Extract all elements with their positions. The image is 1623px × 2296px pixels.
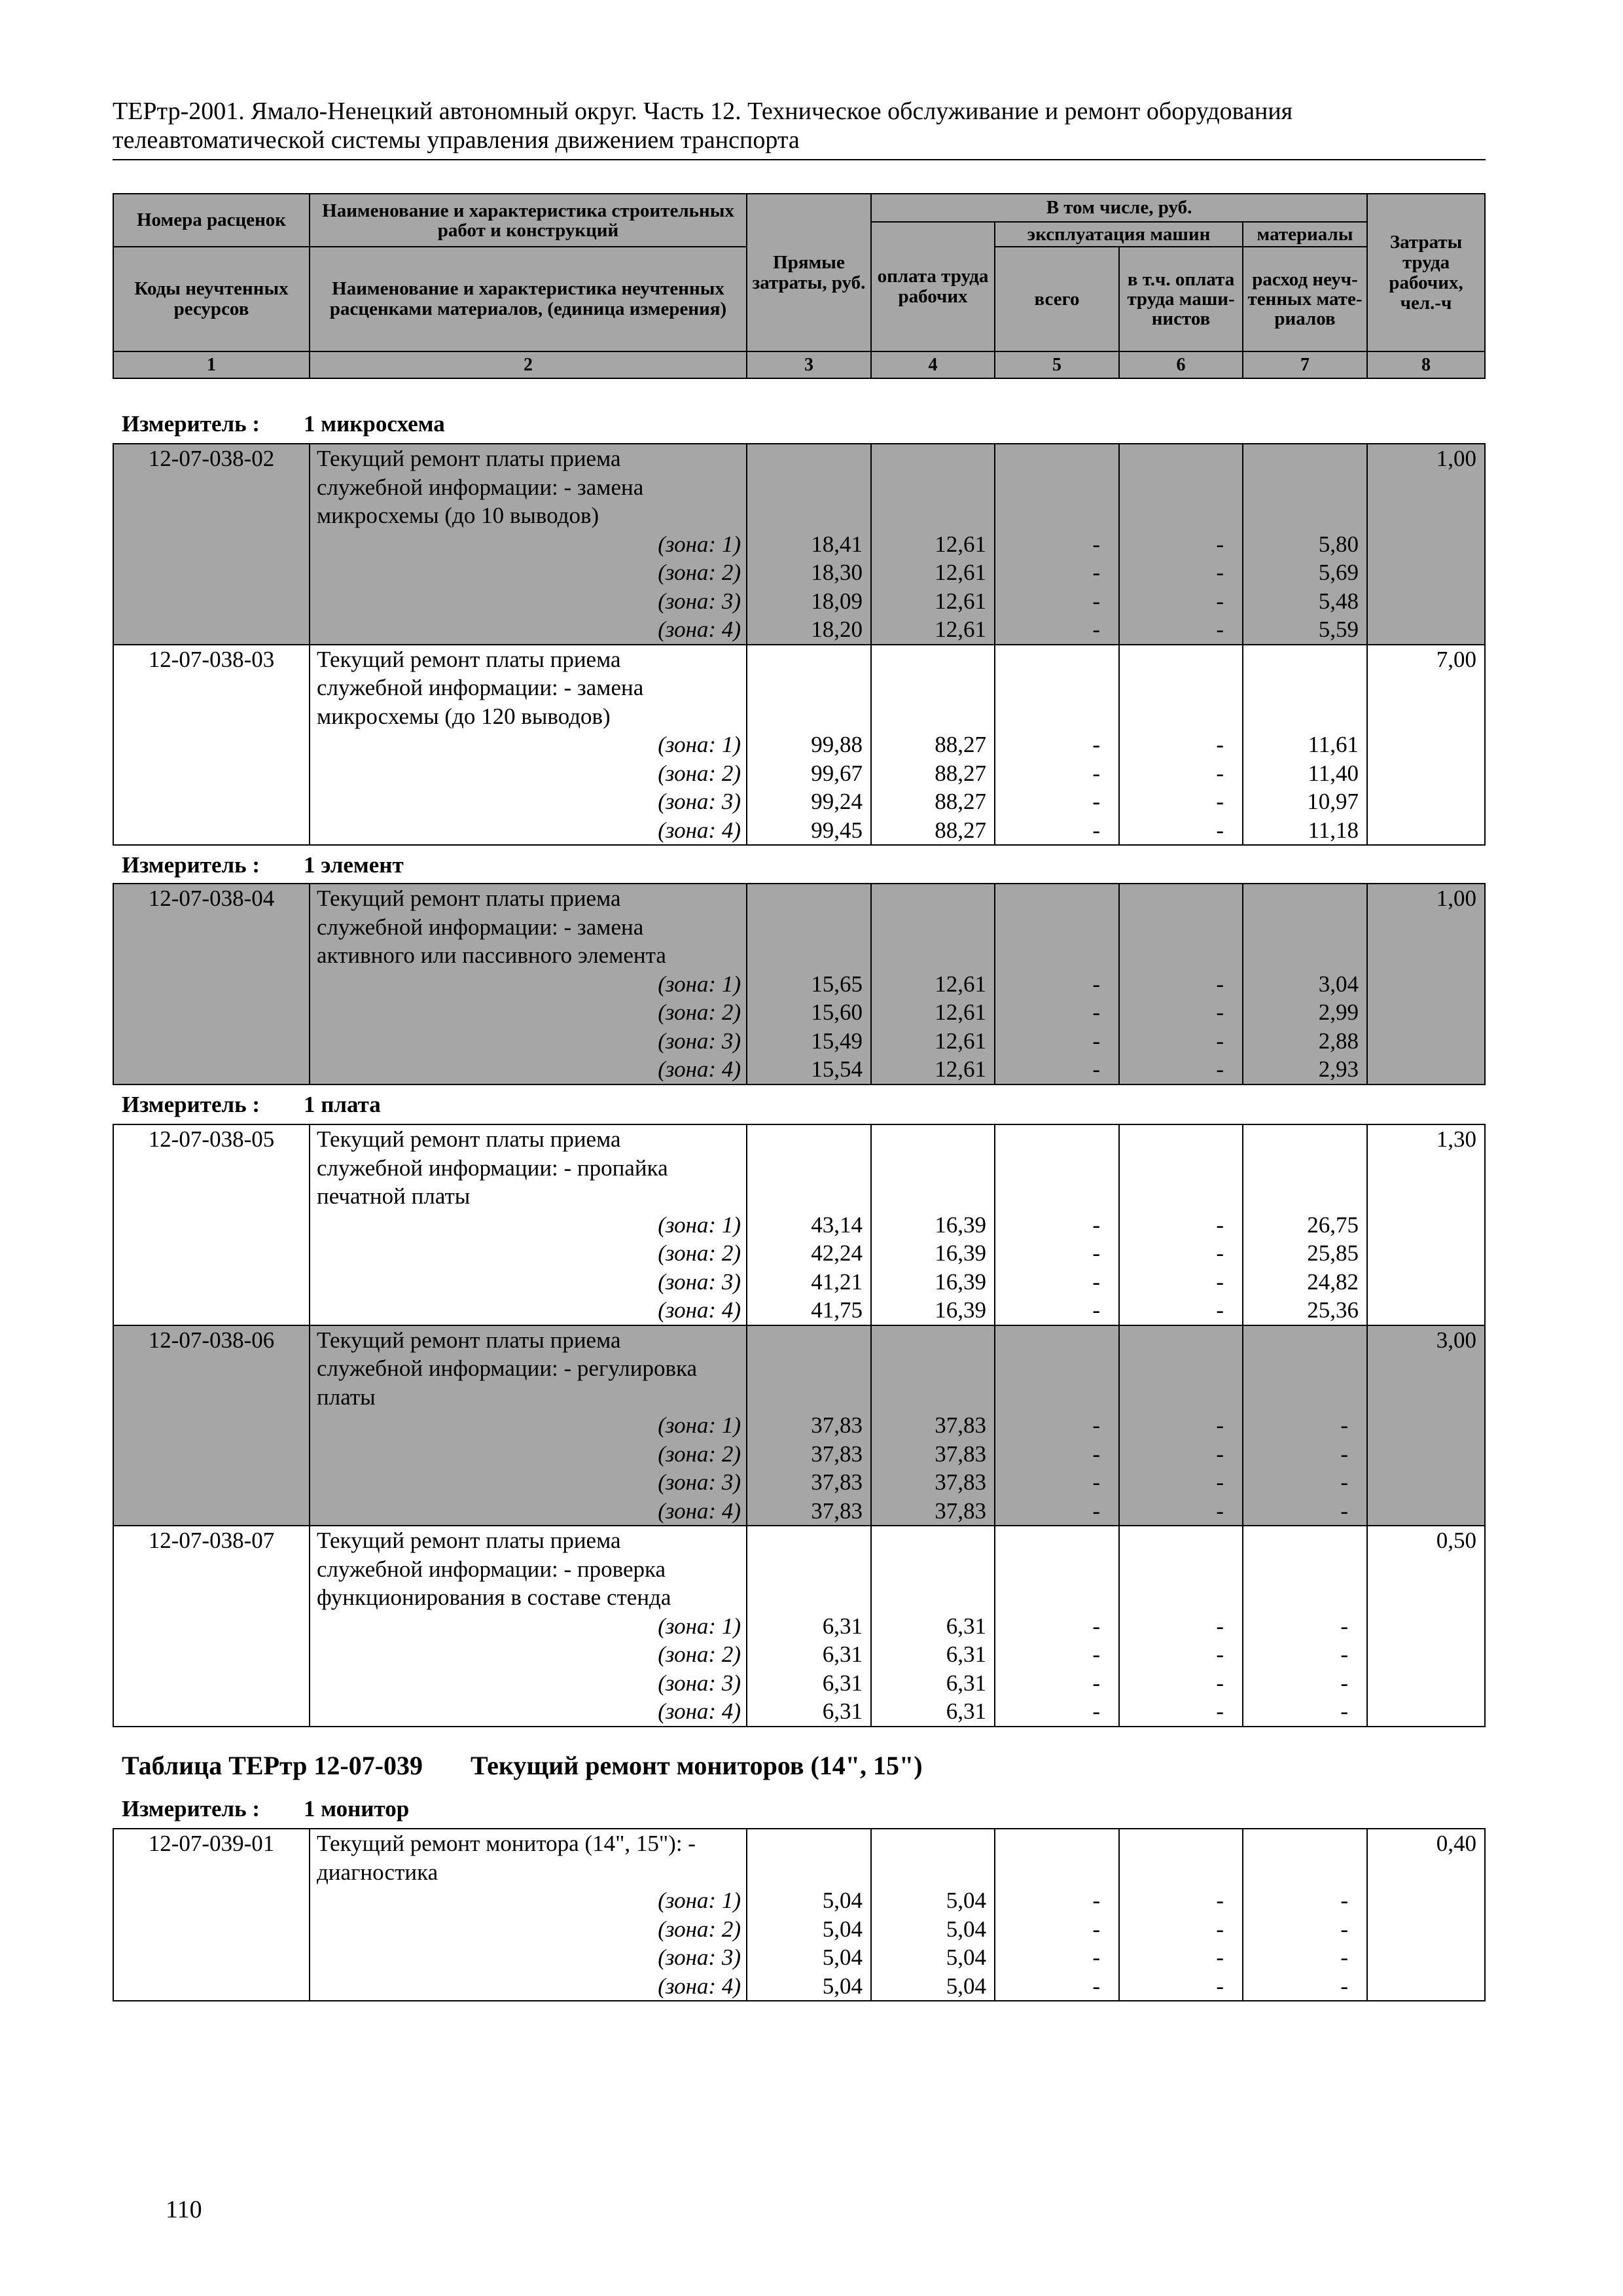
materials-cost-value: 5,69: [1318, 560, 1359, 585]
materials-cost-value: -: [1340, 1670, 1348, 1696]
zone-label: (зона: 1): [658, 971, 741, 997]
materials-cost-value: -: [1340, 1698, 1348, 1724]
rates-table: [113, 883, 1486, 1085]
labor-cost: 1,30: [1367, 1124, 1485, 1325]
worker-pay-value: 12,61: [935, 560, 986, 585]
machine-total-value: -: [1092, 531, 1100, 557]
materials-cost-value: 2,93: [1318, 1056, 1359, 1082]
materials-cost-cell: [1243, 884, 1367, 1085]
direct-cost-value: 99,24: [811, 789, 863, 814]
machinist-pay-value: -: [1216, 1441, 1224, 1467]
direct-cost-value: 37,83: [811, 1469, 863, 1495]
machine-total-value: -: [1092, 1297, 1100, 1323]
rate-code: 12-07-038-04: [113, 884, 310, 1085]
machinist-pay-value: -: [1216, 531, 1224, 557]
worker-pay-value: 12,61: [935, 617, 986, 642]
description-line: служебной информации: - замена: [317, 675, 644, 700]
table-code: Таблица ТЕРтр 12-07-039: [122, 1751, 423, 1780]
rate-row: [113, 1325, 1485, 1526]
machine-total-value: -: [1092, 1412, 1100, 1438]
materials-cost-value: -: [1340, 1441, 1348, 1467]
description-line: Текущий ремонт платы приема: [317, 1126, 621, 1152]
materials-cost-value: 2,99: [1318, 999, 1359, 1025]
col-worker-pay: оплата труда рабочих: [871, 222, 995, 351]
description-line: Текущий ремонт платы приема: [317, 886, 621, 911]
machine-total-value: -: [1092, 1613, 1100, 1639]
machinist-pay-value: -: [1216, 1268, 1224, 1295]
machine-total-value: -: [1092, 732, 1100, 757]
direct-cost-value: 18,30: [811, 560, 863, 585]
page-number: 110: [166, 2196, 202, 2223]
worker-pay-value: 5,04: [946, 1945, 986, 1970]
machinist-pay-value: -: [1216, 1240, 1224, 1266]
machine-total-value: -: [1092, 1698, 1100, 1724]
machine-total-value: -: [1092, 1469, 1100, 1495]
col-number: 7: [1243, 351, 1367, 378]
rate-description: [310, 1124, 747, 1325]
machine-total-cell: [995, 645, 1119, 846]
materials-cost-value: -: [1340, 1973, 1348, 1999]
col-number: 8: [1367, 351, 1485, 378]
materials-cost-value: -: [1340, 1412, 1348, 1438]
materials-cost-value: -: [1340, 1469, 1348, 1495]
rate-row: [113, 444, 1485, 645]
zone-label: (зона: 4): [658, 1698, 741, 1724]
materials-cost-cell: [1243, 1124, 1367, 1325]
machine-total-cell: [995, 444, 1119, 645]
direct-cost-value: 6,31: [822, 1613, 863, 1639]
materials-cost-value: -: [1340, 1916, 1348, 1942]
materials-cost-value: 26,75: [1307, 1211, 1359, 1238]
materials-cost-value: -: [1340, 1888, 1348, 1913]
machine-total-value: -: [1092, 1028, 1100, 1054]
machinist-pay-value: -: [1216, 1613, 1224, 1639]
machinist-pay-value: -: [1216, 732, 1224, 757]
direct-cost-cell: [747, 1124, 871, 1325]
direct-cost-value: 99,88: [811, 732, 863, 757]
rate-description: [310, 1325, 747, 1526]
worker-pay-value: 12,61: [935, 971, 986, 997]
materials-cost-value: 11,61: [1308, 732, 1359, 757]
machine-total-value: -: [1092, 817, 1100, 843]
measure-unit: [122, 1092, 381, 1118]
rates-table: [113, 443, 1486, 846]
worker-pay-value: 16,39: [935, 1297, 986, 1323]
worker-pay-value: 5,04: [946, 1916, 986, 1942]
description-line: функционирования в составе стенда: [317, 1585, 671, 1610]
col-work-name: Наименование и характеристика строительных работ и конструкций: [310, 194, 747, 247]
machinist-pay-value: -: [1216, 817, 1224, 843]
worker-pay-value: 12,61: [935, 531, 986, 557]
description-line: платы: [317, 1384, 376, 1410]
machine-total-value: -: [1092, 789, 1100, 814]
col-labor-costs: Затраты труда рабочих, чел.-ч: [1367, 194, 1485, 351]
description-line: служебной информации: - регулировка: [317, 1355, 698, 1381]
machinist-pay-value: -: [1216, 1211, 1224, 1238]
worker-pay-value: 6,31: [946, 1698, 986, 1724]
materials-cost-value: 5,48: [1318, 588, 1359, 614]
col-number: 6: [1119, 351, 1243, 378]
zone-label: (зона: 2): [658, 1240, 741, 1266]
rate-row: [113, 645, 1485, 846]
machinist-pay-value: -: [1216, 999, 1224, 1025]
labor-cost: 1,00: [1367, 884, 1485, 1085]
machinist-pay-value: -: [1216, 1412, 1224, 1438]
machine-total-value: -: [1092, 1441, 1100, 1467]
rates-table: [113, 1828, 1486, 2001]
machine-total-cell: [995, 1325, 1119, 1526]
worker-pay-cell: [871, 645, 995, 846]
direct-cost-cell: [747, 1829, 871, 2001]
machinist-pay-value: -: [1216, 760, 1224, 786]
materials-cost-cell: [1243, 1829, 1367, 2001]
zone-label: (зона: 4): [658, 1498, 741, 1524]
zone-label: (зона: 1): [658, 1211, 741, 1238]
rate-description: [310, 1829, 747, 2001]
machine-total-cell: [995, 1124, 1119, 1325]
rate-description: [310, 444, 747, 645]
zone-label: (зона: 2): [658, 760, 741, 786]
machine-total-value: -: [1092, 971, 1100, 997]
worker-pay-value: 88,27: [935, 817, 986, 843]
machinist-pay-value: -: [1216, 1469, 1224, 1495]
direct-cost-value: 99,45: [811, 817, 863, 843]
worker-pay-cell: [871, 1829, 995, 2001]
rate-code: 12-07-039-01: [113, 1829, 310, 2001]
direct-cost-cell: [747, 1526, 871, 1727]
description-line: Текущий ремонт платы приема: [317, 646, 621, 672]
rate-code: 12-07-038-07: [113, 1526, 310, 1727]
col-rate-numbers: Номера расценок: [113, 194, 310, 247]
machinist-pay-value: -: [1216, 1670, 1224, 1696]
worker-pay-value: 37,83: [935, 1412, 986, 1438]
description-line: Текущий ремонт платы приема: [317, 1327, 621, 1353]
zone-label: (зона: 3): [658, 1469, 741, 1495]
machinist-pay-cell: [1119, 444, 1243, 645]
machine-total-value: -: [1092, 1056, 1100, 1082]
materials-cost-value: 2,88: [1318, 1028, 1359, 1054]
direct-cost-cell: [747, 645, 871, 846]
zone-label: (зона: 4): [658, 1973, 741, 1999]
machinist-pay-value: -: [1216, 617, 1224, 642]
direct-cost-value: 5,04: [822, 1916, 863, 1942]
table-title: [122, 1750, 923, 1781]
measure-label: Измеритель :: [122, 1092, 260, 1117]
zone-label: (зона: 4): [658, 1297, 741, 1323]
description-line: диагностика: [317, 1859, 438, 1885]
zone-label: (зона: 4): [658, 617, 741, 642]
description-line: служебной информации: - замена: [317, 474, 644, 500]
col-resource-codes: Коды неучтенных ресурсов: [113, 247, 310, 351]
machine-total-value: -: [1092, 1211, 1100, 1238]
machinist-pay-cell: [1119, 1829, 1243, 2001]
machine-total-value: -: [1092, 1240, 1100, 1266]
materials-cost-value: 24,82: [1307, 1268, 1359, 1295]
machine-total-value: -: [1092, 1268, 1100, 1295]
direct-cost-value: 99,67: [811, 760, 863, 786]
description-line: служебной информации: - пропайка: [317, 1155, 668, 1181]
col-materials: материалы: [1243, 222, 1367, 247]
worker-pay-cell: [871, 1124, 995, 1325]
description-line: микросхемы (до 10 выводов): [317, 503, 599, 528]
zone-label: (зона: 1): [658, 1888, 741, 1913]
direct-cost-cell: [747, 1325, 871, 1526]
zone-label: (зона: 4): [658, 1056, 741, 1082]
measure-value: 1 элемент: [304, 852, 404, 878]
worker-pay-value: 12,61: [935, 588, 986, 614]
zone-label: (зона: 3): [658, 1945, 741, 1970]
direct-cost-value: 15,60: [811, 999, 863, 1025]
machinist-pay-cell: [1119, 1526, 1243, 1727]
col-number: 4: [871, 351, 995, 378]
rate-code: 12-07-038-02: [113, 444, 310, 645]
machine-total-value: -: [1092, 1888, 1100, 1913]
zone-label: (зона: 1): [658, 732, 741, 757]
materials-cost-value: -: [1340, 1498, 1348, 1524]
zone-label: (зона: 2): [658, 999, 741, 1025]
machine-total-value: -: [1092, 1498, 1100, 1524]
measure-value: 1 плата: [304, 1092, 381, 1117]
machinist-pay-value: -: [1216, 1698, 1224, 1724]
direct-cost-cell: [747, 884, 871, 1085]
direct-cost-value: 42,24: [811, 1240, 863, 1266]
rate-description: [310, 645, 747, 846]
machine-total-value: -: [1092, 588, 1100, 614]
machinist-pay-value: -: [1216, 560, 1224, 585]
zone-label: (зона: 2): [658, 1641, 741, 1667]
header-line-2: телеавтоматической системы управления движением транспорта: [113, 126, 800, 154]
direct-cost-value: 43,14: [811, 1211, 863, 1238]
machinist-pay-value: -: [1216, 1028, 1224, 1054]
materials-cost-value: 10,97: [1307, 789, 1359, 814]
machinist-pay-cell: [1119, 884, 1243, 1085]
materials-cost-cell: [1243, 1526, 1367, 1727]
description-line: служебной информации: - проверка: [317, 1556, 666, 1582]
materials-cost-cell: [1243, 444, 1367, 645]
machinist-pay-value: -: [1216, 1056, 1224, 1082]
direct-cost-value: 15,54: [811, 1056, 863, 1082]
measure-unit: [122, 1796, 409, 1822]
col-number: 3: [747, 351, 871, 378]
page-header: [113, 97, 1474, 154]
zone-label: (зона: 1): [658, 1412, 741, 1438]
measure-unit: [122, 852, 404, 878]
machine-total-value: -: [1092, 1641, 1100, 1667]
col-machine-operation: эксплуатация машин: [995, 222, 1243, 247]
zone-label: (зона: 3): [658, 588, 741, 614]
measure-label: Измеритель :: [122, 852, 260, 878]
header-rule: [113, 159, 1486, 160]
zone-label: (зона: 3): [658, 1670, 741, 1696]
machine-total-cell: [995, 1526, 1119, 1727]
measure-value: 1 микросхема: [304, 411, 445, 437]
col-machinist-pay: в т.ч. оплата труда маши-нистов: [1119, 247, 1243, 351]
description-line: Текущий ремонт монитора (14", 15"): -: [317, 1831, 696, 1856]
worker-pay-cell: [871, 444, 995, 645]
machinist-pay-cell: [1119, 1124, 1243, 1325]
description-line: Текущий ремонт платы приема: [317, 446, 621, 471]
rate-row: [113, 884, 1485, 1085]
description-line: служебной информации: - замена: [317, 914, 644, 940]
machinist-pay-value: -: [1216, 1498, 1224, 1524]
machine-total-value: -: [1092, 1945, 1100, 1970]
materials-cost-value: 11,18: [1308, 817, 1359, 843]
materials-cost-cell: [1243, 645, 1367, 846]
description-line: микросхемы (до 120 выводов): [317, 703, 611, 729]
description-line: Текущий ремонт платы приема: [317, 1528, 621, 1553]
rate-code: 12-07-038-03: [113, 645, 310, 846]
table-name: Текущий ремонт мониторов (14", 15"): [471, 1751, 923, 1780]
materials-cost-value: 5,59: [1318, 617, 1359, 642]
worker-pay-value: 16,39: [935, 1268, 986, 1295]
worker-pay-value: 5,04: [946, 1973, 986, 1999]
worker-pay-value: 37,83: [935, 1498, 986, 1524]
description-line: активного или пассивного элемента: [317, 942, 666, 968]
direct-cost-value: 6,31: [822, 1641, 863, 1667]
machinist-pay-value: -: [1216, 971, 1224, 997]
rate-code: 12-07-038-05: [113, 1124, 310, 1325]
zone-label: (зона: 2): [658, 1441, 741, 1467]
worker-pay-cell: [871, 1325, 995, 1526]
machinist-pay-cell: [1119, 645, 1243, 846]
rate-description: [310, 884, 747, 1085]
worker-pay-value: 37,83: [935, 1469, 986, 1495]
col-number: 2: [310, 351, 747, 378]
machine-total-value: -: [1092, 617, 1100, 642]
labor-cost: 1,00: [1367, 444, 1485, 645]
col-number: 5: [995, 351, 1119, 378]
zone-label: (зона: 2): [658, 1916, 741, 1942]
direct-cost-value: 41,75: [811, 1297, 863, 1323]
machine-total-value: -: [1092, 560, 1100, 585]
labor-cost: 0,50: [1367, 1526, 1485, 1727]
measure-label: Измеритель :: [122, 1796, 260, 1821]
machine-total-value: -: [1092, 999, 1100, 1025]
labor-cost: 0,40: [1367, 1829, 1485, 2001]
worker-pay-value: 88,27: [935, 760, 986, 786]
materials-cost-value: 25,85: [1307, 1240, 1359, 1266]
description-line: печатной платы: [317, 1183, 471, 1209]
machinist-pay-value: -: [1216, 588, 1224, 614]
machinist-pay-value: -: [1216, 789, 1224, 814]
col-number: 1: [113, 351, 310, 378]
measure-unit: [122, 411, 445, 437]
zone-label: (зона: 3): [658, 789, 741, 814]
col-material-name: Наименование и характеристика неучтенных расценками материалов, (единица измерения): [310, 247, 747, 351]
direct-cost-value: 5,04: [822, 1973, 863, 1999]
machine-total-value: -: [1092, 1916, 1100, 1942]
direct-cost-value: 5,04: [822, 1888, 863, 1913]
rate-row: [113, 1526, 1485, 1727]
machine-total-cell: [995, 884, 1119, 1085]
machinist-pay-cell: [1119, 1325, 1243, 1526]
worker-pay-value: 16,39: [935, 1240, 986, 1266]
worker-pay-value: 6,31: [946, 1641, 986, 1667]
direct-cost-value: 37,83: [811, 1412, 863, 1438]
worker-pay-value: 16,39: [935, 1211, 986, 1238]
direct-cost-value: 37,83: [811, 1498, 863, 1524]
col-direct-costs: Прямые затраты, руб.: [747, 194, 871, 351]
rate-row: [113, 1829, 1485, 2001]
direct-cost-value: 15,49: [811, 1028, 863, 1054]
machine-total-value: -: [1092, 760, 1100, 786]
worker-pay-value: 88,27: [935, 789, 986, 814]
direct-cost-value: 37,83: [811, 1441, 863, 1467]
worker-pay-value: 37,83: [935, 1441, 986, 1467]
rate-description: [310, 1526, 747, 1727]
rate-code: 12-07-038-06: [113, 1325, 310, 1526]
machinist-pay-value: -: [1216, 1916, 1224, 1942]
machinist-pay-value: -: [1216, 1297, 1224, 1323]
materials-cost-value: 5,80: [1318, 531, 1359, 557]
direct-cost-value: 18,20: [811, 617, 863, 642]
machinist-pay-value: -: [1216, 1973, 1224, 1999]
worker-pay-value: 88,27: [935, 732, 986, 757]
materials-cost-value: -: [1340, 1641, 1348, 1667]
worker-pay-value: 12,61: [935, 1056, 986, 1082]
col-unaccounted-materials: расход неуч-тенных мате-риалов: [1243, 247, 1367, 351]
zone-label: (зона: 2): [658, 560, 741, 585]
zone-label: (зона: 3): [658, 1028, 741, 1054]
direct-cost-value: 6,31: [822, 1698, 863, 1724]
direct-cost-value: 5,04: [822, 1945, 863, 1970]
column-header-table: [113, 193, 1486, 379]
materials-cost-value: 3,04: [1318, 971, 1359, 997]
zone-label: (зона: 1): [658, 1613, 741, 1639]
worker-pay-value: 12,61: [935, 999, 986, 1025]
direct-cost-value: 18,41: [811, 531, 863, 557]
machine-total-cell: [995, 1829, 1119, 2001]
materials-cost-value: -: [1340, 1613, 1348, 1639]
col-including: В том числе, руб.: [871, 194, 1367, 222]
materials-cost-value: -: [1340, 1945, 1348, 1970]
measure-value: 1 монитор: [304, 1796, 410, 1821]
rate-row: [113, 1124, 1485, 1325]
materials-cost-value: 11,40: [1308, 760, 1359, 786]
worker-pay-value: 12,61: [935, 1028, 986, 1054]
direct-cost-value: 41,21: [811, 1268, 863, 1295]
labor-cost: 3,00: [1367, 1325, 1485, 1526]
machinist-pay-value: -: [1216, 1641, 1224, 1667]
col-total: всего: [995, 247, 1119, 351]
measure-label: Измеритель :: [122, 411, 260, 437]
worker-pay-value: 6,31: [946, 1670, 986, 1696]
machinist-pay-value: -: [1216, 1945, 1224, 1970]
machinist-pay-value: -: [1216, 1888, 1224, 1913]
header-line-1: ТЕРтр-2001. Ямало-Ненецкий автономный округ. Часть 12. Техническое обслуживание и ремонт оборудования: [113, 98, 1293, 125]
worker-pay-cell: [871, 884, 995, 1085]
direct-cost-value: 6,31: [822, 1670, 863, 1696]
materials-cost-value: 25,36: [1307, 1297, 1359, 1323]
worker-pay-value: 6,31: [946, 1613, 986, 1639]
direct-cost-value: 15,65: [811, 971, 863, 997]
zone-label: (зона: 4): [658, 817, 741, 843]
rates-table: [113, 1124, 1486, 1727]
direct-cost-cell: [747, 444, 871, 645]
labor-cost: 7,00: [1367, 645, 1485, 846]
worker-pay-value: 5,04: [946, 1888, 986, 1913]
machine-total-value: -: [1092, 1670, 1100, 1696]
zone-label: (зона: 3): [658, 1268, 741, 1295]
zone-label: (зона: 1): [658, 531, 741, 557]
worker-pay-cell: [871, 1526, 995, 1727]
machine-total-value: -: [1092, 1973, 1100, 1999]
materials-cost-cell: [1243, 1325, 1367, 1526]
direct-cost-value: 18,09: [811, 588, 863, 614]
